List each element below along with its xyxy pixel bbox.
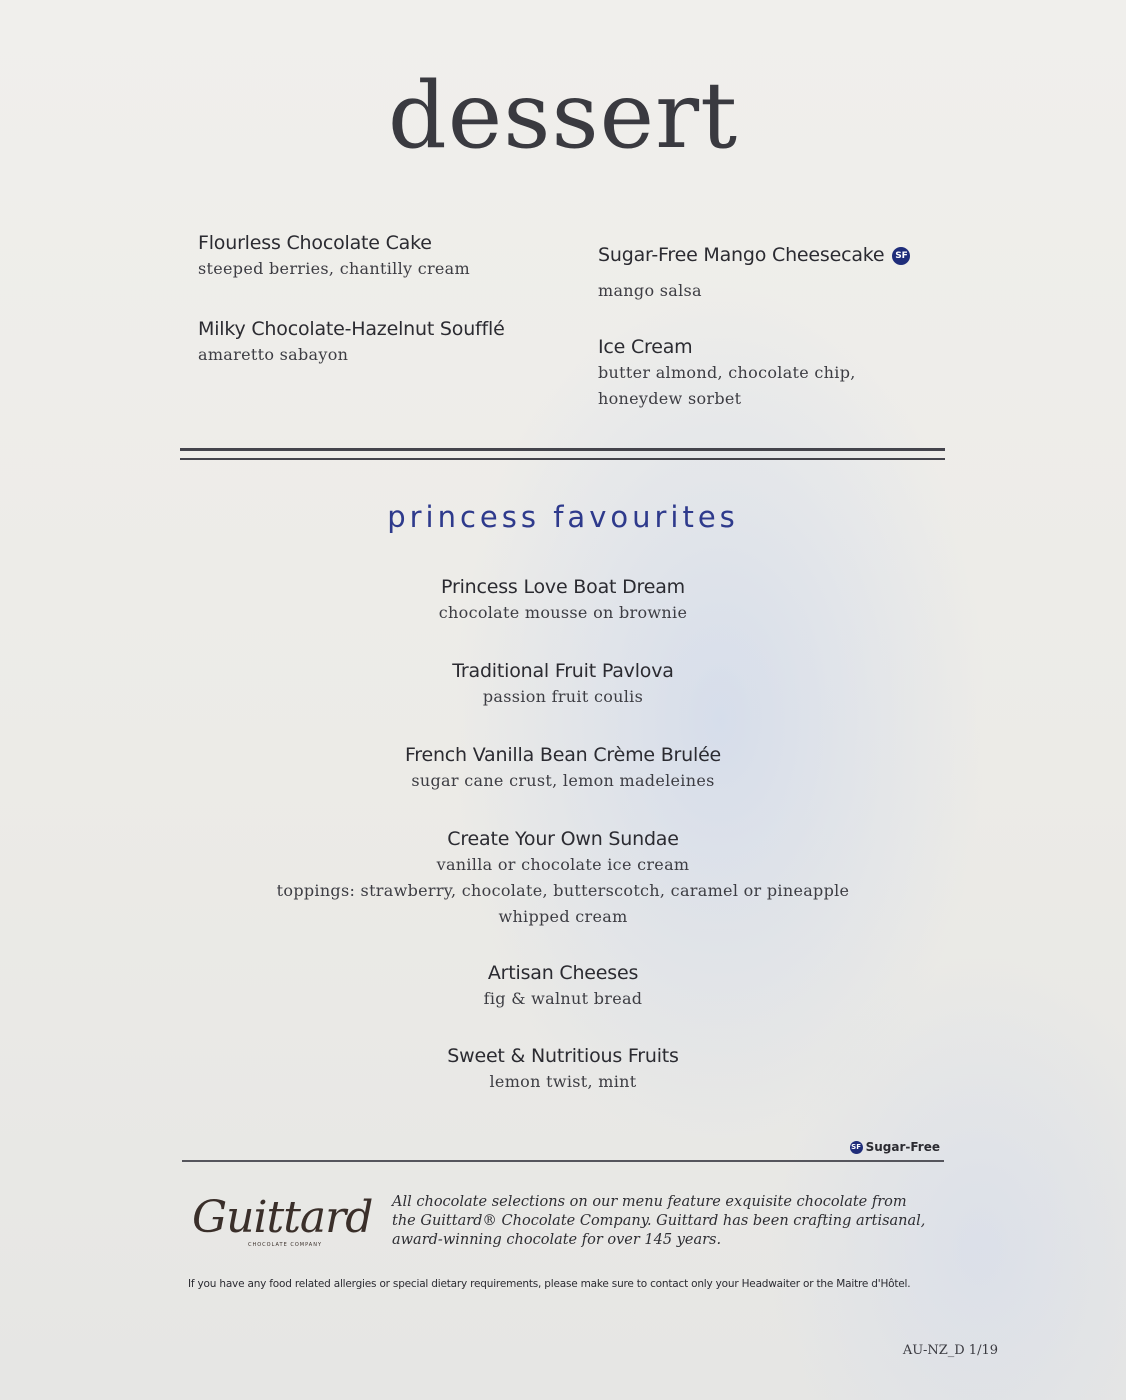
dish-description: chocolate mousse on brownie bbox=[438, 603, 688, 622]
guittard-logo bbox=[192, 1192, 372, 1262]
blurb-line: the Guittard® Chocolate Company. Guittard has been crafting artisanal, bbox=[392, 1213, 926, 1229]
footer-divider bbox=[182, 1160, 944, 1162]
dish-name: French Vanilla Bean Crème Brulée bbox=[404, 744, 722, 766]
dish-name: Milky Chocolate-Hazelnut Soufflé bbox=[198, 318, 505, 340]
favourite-item bbox=[0, 576, 1126, 626]
dish-description: toppings: strawberry, chocolate, butterscotch, caramel or pineapple bbox=[276, 881, 850, 900]
favourite-item bbox=[0, 962, 1126, 1012]
dessert-item bbox=[198, 232, 470, 282]
dish-name: Traditional Fruit Pavlova bbox=[452, 660, 674, 682]
dish-name: Sweet & Nutritious Fruits bbox=[447, 1045, 679, 1067]
favourite-item bbox=[0, 744, 1126, 794]
sugar-free-legend bbox=[850, 1140, 940, 1154]
description-line: honeydew sorbet bbox=[598, 389, 742, 408]
favourite-item bbox=[0, 1045, 1126, 1095]
allergy-note: If you have any food related allergies or special dietary requirements, please make sure to contact only your Headwaiter or the Maitre d'Hôtel. bbox=[188, 1278, 911, 1290]
dish-description: fig & walnut bread bbox=[483, 989, 643, 1008]
dish-description: mango salsa bbox=[598, 281, 702, 300]
dish-name: Artisan Cheeses bbox=[487, 962, 639, 984]
dish-description: sugar cane crust, lemon madeleines bbox=[411, 771, 715, 790]
dish-name: Create Your Own Sundae bbox=[447, 828, 679, 850]
page-title: dessert bbox=[387, 62, 739, 169]
dish-description: lemon twist, mint bbox=[489, 1072, 637, 1091]
legend-label: Sugar-Free bbox=[865, 1140, 940, 1154]
description-line: butter almond, chocolate chip, bbox=[598, 363, 856, 382]
dish-name: Ice Cream bbox=[598, 336, 693, 358]
dish-name: Flourless Chocolate Cake bbox=[198, 232, 432, 254]
blurb-line: award-winning chocolate for over 145 years. bbox=[392, 1232, 722, 1248]
blurb-line: All chocolate selections on our menu feature exquisite chocolate from bbox=[392, 1194, 907, 1210]
dessert-item bbox=[598, 336, 856, 412]
dish-description: passion fruit coulis bbox=[482, 687, 644, 706]
dish-name: Princess Love Boat Dream bbox=[441, 576, 685, 598]
section-title: princess favourites bbox=[387, 500, 739, 534]
dish-description bbox=[598, 360, 856, 412]
dish-description: vanilla or chocolate ice cream bbox=[436, 855, 690, 874]
menu-code: AU-NZ_D 1/19 bbox=[902, 1343, 998, 1358]
dish-name-row bbox=[598, 244, 910, 266]
section-divider bbox=[180, 448, 945, 451]
favourite-item bbox=[0, 660, 1126, 710]
dish-description: amaretto sabayon bbox=[198, 345, 349, 364]
dish-description: whipped cream bbox=[498, 907, 628, 926]
favourite-item bbox=[0, 828, 1126, 930]
section-divider bbox=[180, 458, 945, 460]
logo-wordmark: Guittard bbox=[192, 1192, 373, 1243]
sugar-free-icon: SF bbox=[850, 1141, 863, 1154]
dish-name: Sugar-Free Mango Cheesecake bbox=[598, 244, 885, 266]
dessert-item bbox=[198, 318, 505, 368]
sugar-free-icon: SF bbox=[892, 247, 910, 265]
logo-subtitle: CHOCOLATE COMPANY bbox=[248, 1242, 322, 1248]
chocolate-blurb bbox=[392, 1193, 932, 1250]
dessert-item bbox=[598, 244, 910, 304]
dish-description: steeped berries, chantilly cream bbox=[198, 259, 470, 278]
